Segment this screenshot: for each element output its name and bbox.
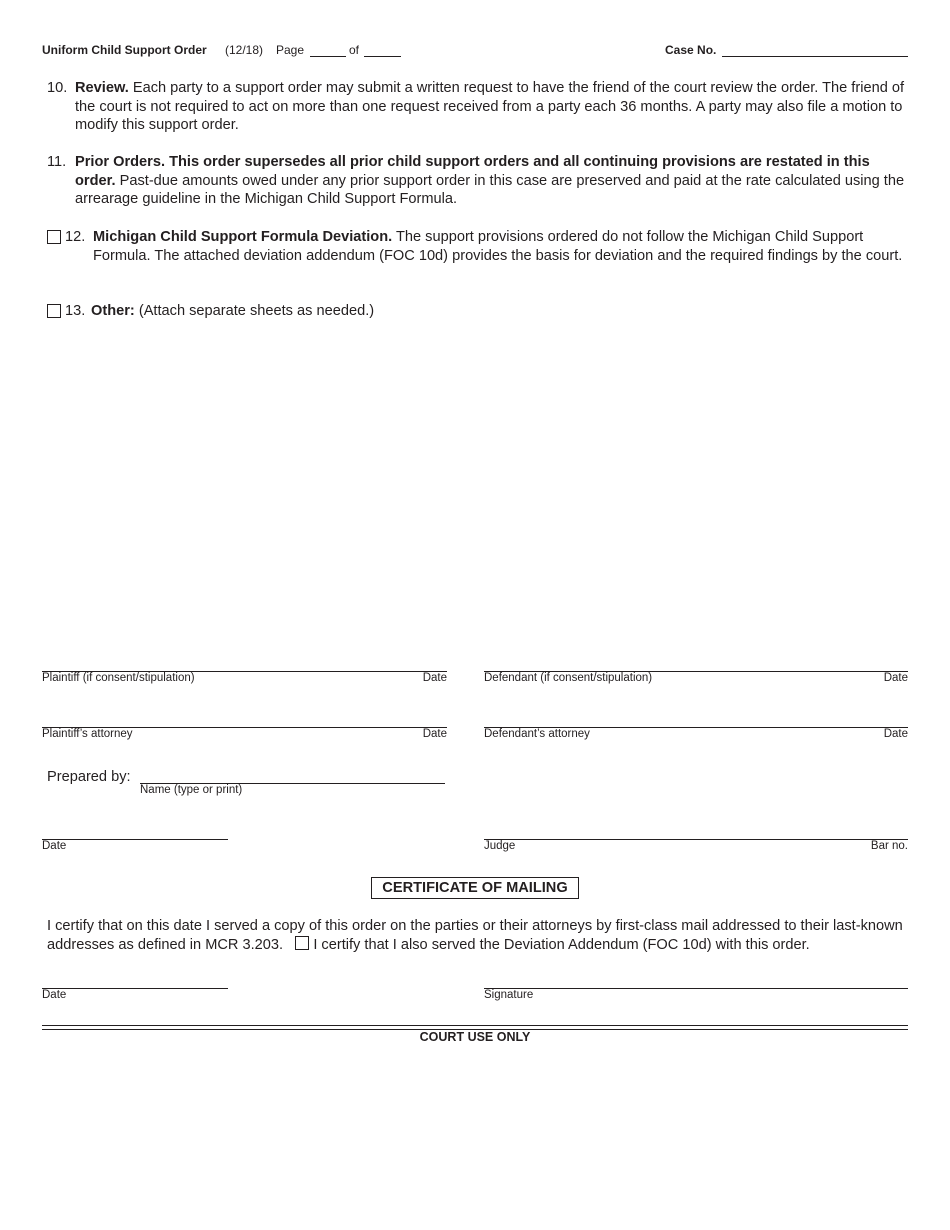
- judge-label: Judge: [484, 840, 516, 852]
- plaintiff-attorney-date-label: Date: [422, 728, 447, 740]
- defendant-date-label: Date: [883, 672, 908, 684]
- item-11-prior-orders: [75, 153, 909, 209]
- defendant-attorney-date-label: Date: [883, 728, 908, 740]
- prepared-by-label: Prepared by:: [47, 769, 131, 785]
- item-13-text: (Attach separate sheets as needed.): [134, 303, 375, 319]
- page-total-field[interactable]: [364, 44, 401, 57]
- item-10-text: Each party to a support order may submit a written request to have the friend of the court review the order. The friend of the court is not required to act on more than one request received from a party each 36 months. A party may also file a motion to modify this support order.: [75, 80, 905, 134]
- name-type-print-label: Name (type or print): [140, 784, 243, 796]
- item-10-number: 10.: [47, 80, 68, 96]
- item-11-text: Past-due amounts owed under any prior support order in this case are preserved and paid at the rate calculated using the arrearage guideline in the Michigan Child Support Formula.: [75, 172, 905, 208]
- item-12-deviation: [93, 228, 909, 265]
- plaintiff-date-label: Date: [422, 672, 447, 684]
- mailing-date-label: Date: [42, 989, 67, 1001]
- certificate-of-mailing-title: CERTIFICATE OF MAILING: [371, 877, 579, 899]
- certificate-statement: I certify that on this date I served a copy of this order on the parties or their attorneys by first-class mail addressed to their last-known addresses as defined in MCR 3.203.: [47, 918, 903, 953]
- plaintiff-label: Plaintiff (if consent/stipulation): [42, 672, 195, 684]
- item-13-heading: Other:: [91, 303, 135, 319]
- order-date-line[interactable]: [42, 839, 228, 840]
- defendant-attorney-label: Defendant’s attorney: [484, 728, 590, 740]
- order-date-label: Date: [42, 840, 67, 852]
- item-10-review: [75, 79, 909, 135]
- case-no-label: Case No.: [665, 43, 717, 57]
- certificate-text: [47, 917, 909, 954]
- item-12-heading: Michigan Child Support Formula Deviation.: [93, 229, 393, 245]
- mailing-signature-label: Signature: [484, 989, 534, 1001]
- case-no-field[interactable]: [722, 44, 908, 57]
- deviation-checkbox[interactable]: [47, 230, 61, 244]
- form-revision: (12/18): [225, 43, 264, 57]
- page-label: Page: [276, 43, 305, 57]
- mailing-date-line[interactable]: [42, 988, 228, 989]
- bar-no-label: Bar no.: [870, 840, 908, 852]
- item-13-number: 13.: [65, 303, 86, 319]
- other-text-area[interactable]: [75, 325, 909, 655]
- item-12-number: 12.: [65, 229, 86, 245]
- page-number-field[interactable]: [310, 44, 346, 57]
- item-13-other: [91, 302, 907, 321]
- item-11-number: 11.: [47, 154, 67, 170]
- item-11-heading: Prior Orders. This order supersedes all prior child support orders and all continuing provisions are restated in this order.: [75, 154, 870, 189]
- certificate-checkbox-text: I certify that I also served the Deviation Addendum (FOC 10d) with this order.: [313, 936, 810, 953]
- deviation-addendum-checkbox[interactable]: [295, 936, 309, 950]
- defendant-label: Defendant (if consent/stipulation): [484, 672, 653, 684]
- of-label: of: [349, 43, 360, 57]
- plaintiff-attorney-label: Plaintiff’s attorney: [42, 728, 133, 740]
- form-title: Uniform Child Support Order: [42, 43, 207, 57]
- court-use-only-label: COURT USE ONLY: [419, 1030, 531, 1044]
- other-checkbox[interactable]: [47, 304, 61, 318]
- mailing-signature-line[interactable]: [484, 988, 908, 989]
- item-12-text: The support provisions ordered do not follow the Michigan Child Support Formula. The attached deviation addendum (FOC 10d) provides the basis for deviation and the required findings by the court.: [93, 229, 903, 264]
- item-10-heading: Review.: [75, 80, 129, 96]
